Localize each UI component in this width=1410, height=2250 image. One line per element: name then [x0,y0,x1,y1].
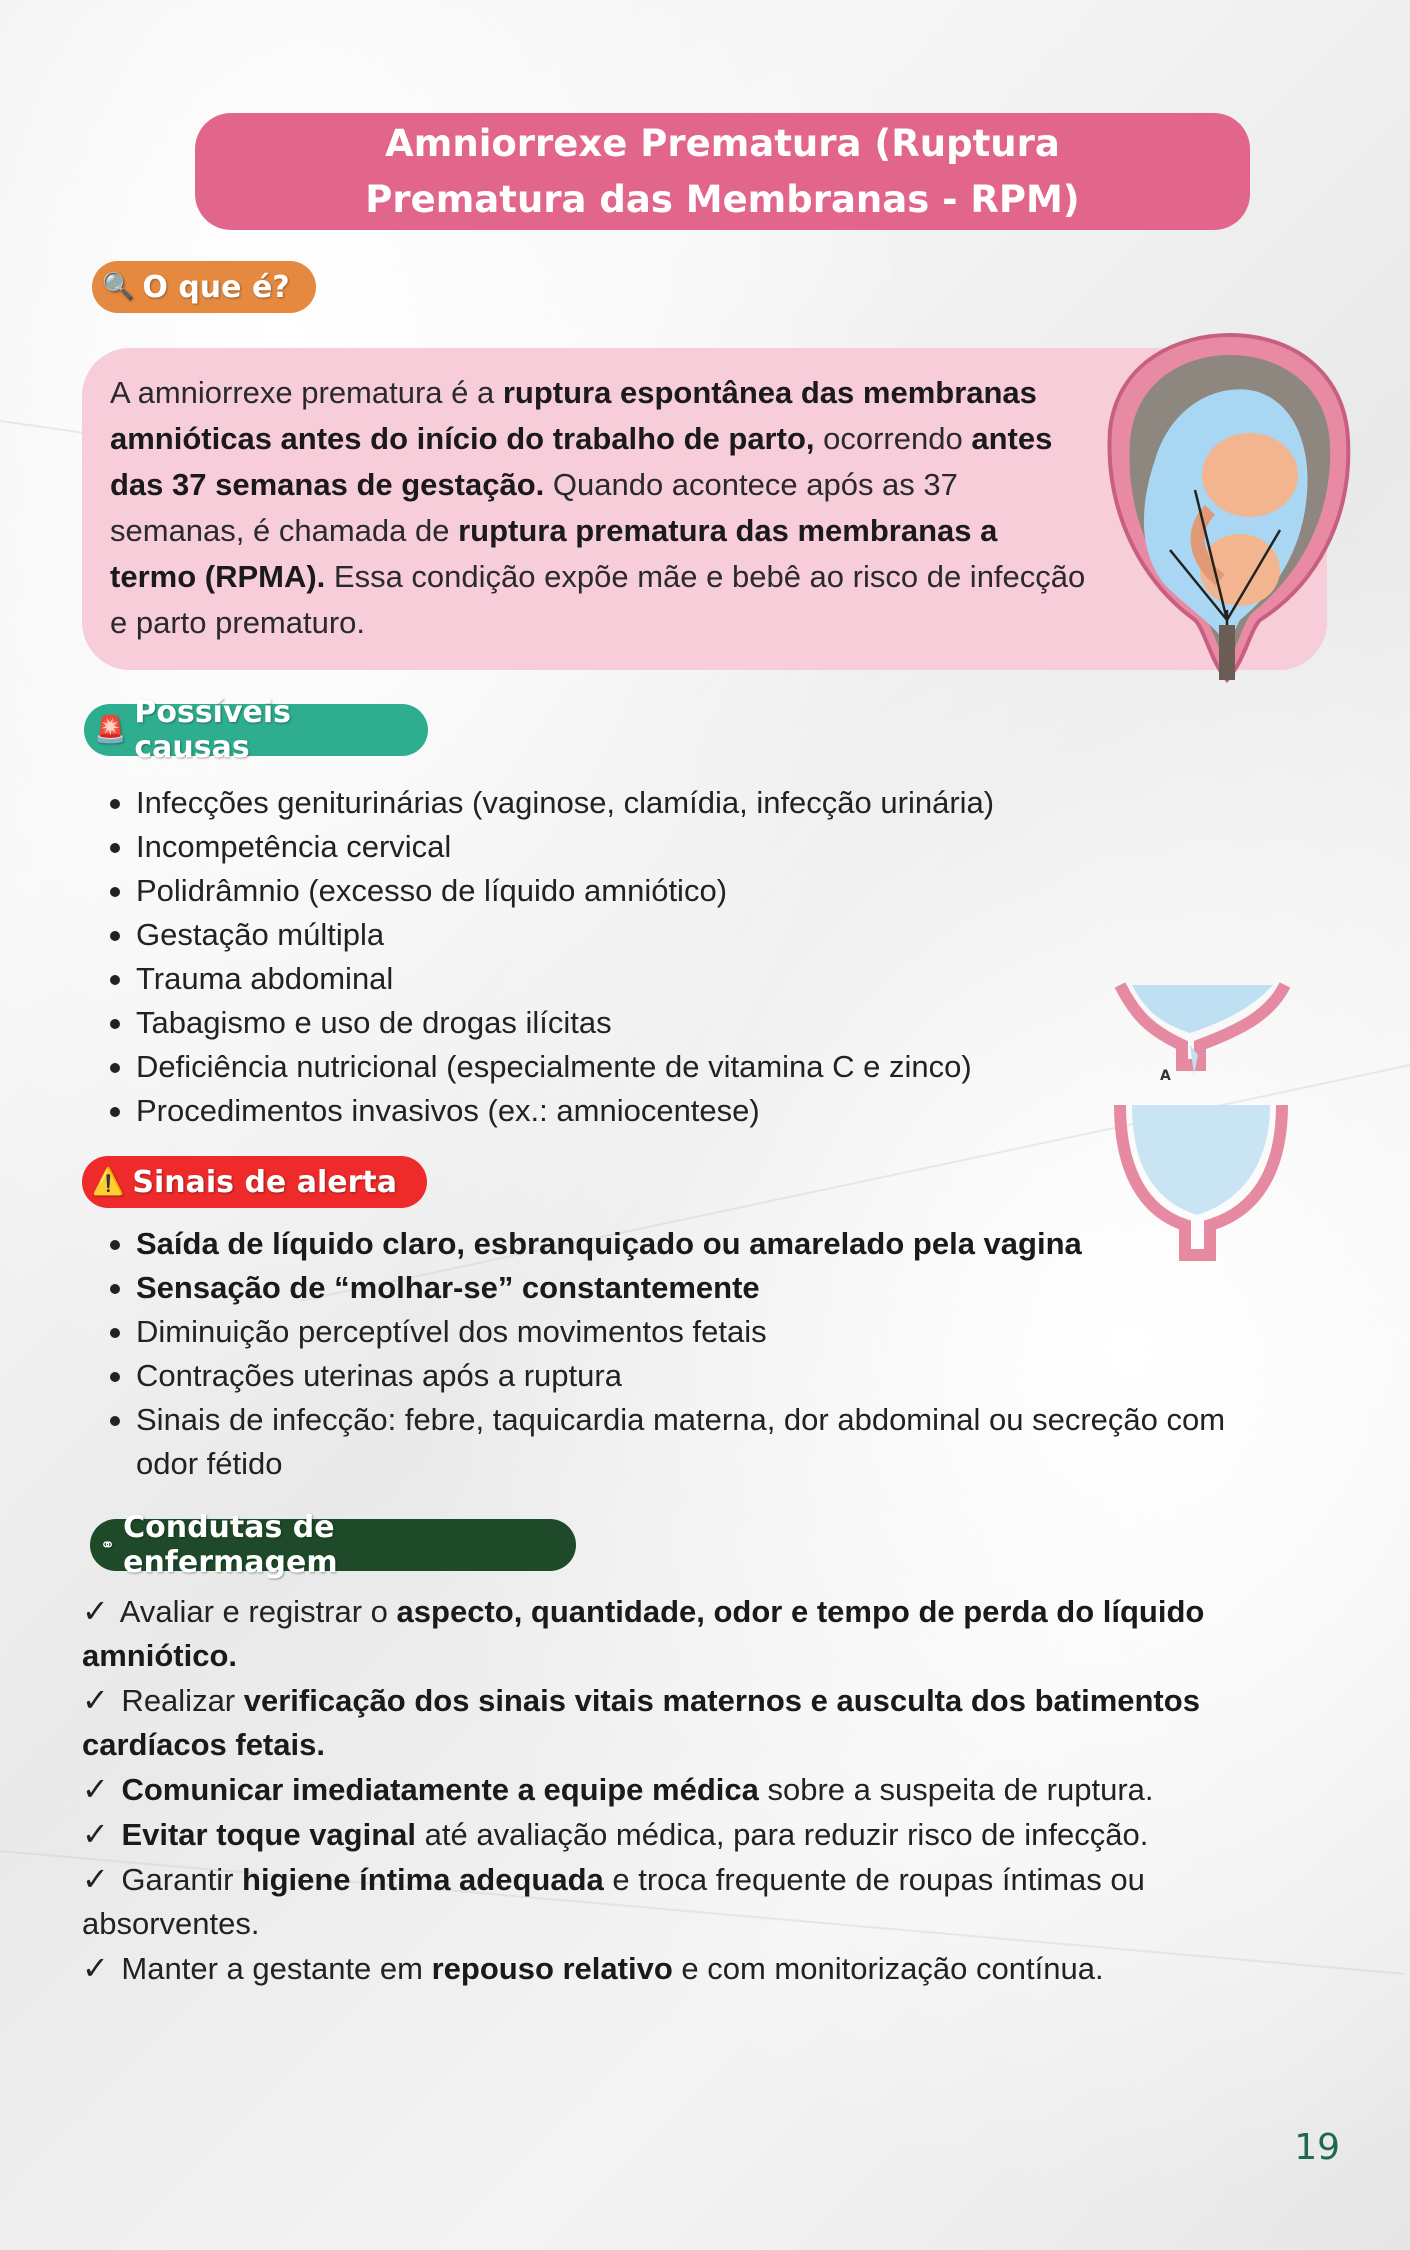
section-what-label: 🔍 O que é? [92,261,316,313]
list-item [82,1812,1232,1857]
bold-text: verificação dos sinais vitais maternos e ausculta dos batimentos cardíacos fetais. [82,1683,1200,1762]
checkmark-icon: ✓ [82,1816,109,1852]
list-item [82,1946,1232,1991]
text: e troca frequente de roupas íntimas ou absorventes. [82,1862,1145,1941]
warning-icon: ⚠️ [92,1167,125,1197]
checkmark-icon: ✓ [82,1593,109,1629]
text: Realizar [112,1683,244,1718]
bold-text: Evitar toque vaginal [121,1817,417,1852]
list-item [108,1354,1278,1398]
text: Avaliar e registrar o [112,1594,397,1629]
page-title-banner [195,113,1250,230]
list-item: Polidrâmnio (excesso de líquido amniótico) [108,869,1108,913]
bold-text: Comunicar imediatamente a equipe médica [121,1772,759,1807]
text: e com monitorização contínua. [672,1951,1104,1986]
list-item [82,1767,1232,1812]
text: Garantir [112,1862,243,1897]
text: sobre a suspeita de ruptura. [758,1772,1154,1807]
list-item [82,1678,1232,1767]
text: ocorrendo [814,421,972,456]
section-signs-label: ⚠️ Sinais de alerta [82,1156,427,1208]
text: Sinais de infecção: febre, taquicardia materna, dor abdominal ou secreção com odor fétido [136,1402,1226,1481]
text: Contrações uterinas após a ruptura [136,1358,622,1393]
list-item: Incompetência cervical [108,825,1108,869]
text: Quando acontece após as 37 semanas, é chamada de [110,467,958,548]
list-item [108,1222,1278,1266]
list-item: Procedimentos invasivos (ex.: amniocentese) [108,1089,1108,1133]
bold-text: aspecto, quantidade, odor e tempo de perda do líquido amniótico. [82,1594,1205,1673]
list-item [108,1310,1278,1354]
text: A amniorrexe prematura é a [110,375,503,410]
checkmark-icon: ✓ [82,1682,109,1718]
text: Diminuição perceptível dos movimentos fetais [136,1314,767,1349]
bold-text: antes das 37 semanas de gestação. [110,421,1053,502]
checkmark-icon: ✓ [82,1950,109,1986]
page-title: Amniorrexe Prematura (Ruptura Prematura das Membranas - RPM) [365,121,1080,221]
condutas-list [82,1589,1232,1991]
bold-text: ruptura prematura das membranas a termo (RPMA). [110,513,998,594]
bold-text: ruptura espontânea das membranas amnióticas antes do início do trabalho de parto, [110,375,1037,456]
bold-text: Sensação de “molhar-se” constantemente [136,1270,760,1305]
text: até avaliação médica, para reduzir risco de infecção. [416,1817,1149,1852]
stethoscope-icon: ⚭ [100,1534,116,1556]
magnifier-icon: 🔍 [102,272,135,302]
list-item [108,1398,1278,1486]
text: Manter a gestante em [112,1951,432,1986]
bold-text: Saída de líquido claro, esbranquiçado ou amarelado pela vagina [136,1226,1082,1261]
list-item: Deficiência nutricional (especialmente de vitamina C e zinco) [108,1045,1108,1089]
page-number: 19 [1294,2127,1340,2168]
signs-list [108,1222,1278,1486]
list-item: Trauma abdominal [108,957,1108,1001]
section-condutas-label: ⚭ Condutas de enfermagem [90,1519,576,1571]
list-item [82,1857,1232,1946]
bold-text: repouso relativo [431,1951,673,1986]
bold-text: higiene íntima adequada [242,1862,604,1897]
list-item: Tabagismo e uso de drogas ilícitas [108,1001,1108,1045]
section-causes-label: 🚨 Possíveis causas [84,704,428,756]
list-item [82,1589,1232,1678]
illustration-label: A [1160,1068,1171,1084]
list-item [108,1266,1278,1310]
list-item: Gestação múltipla [108,913,1108,957]
definition-paragraph [110,370,1090,646]
ruptured-membrane-uterus-illustration [1100,330,1355,690]
checkmark-icon: ✓ [82,1861,109,1897]
checkmark-icon: ✓ [82,1771,109,1807]
causes-list [108,781,1108,1133]
text: Essa condição expõe mãe e bebê ao risco de infecção e parto prematuro. [110,559,1086,640]
list-item: Infecções geniturinárias (vaginose, clamídia, infecção urinária) [108,781,1108,825]
siren-icon: 🚨 [94,715,127,745]
